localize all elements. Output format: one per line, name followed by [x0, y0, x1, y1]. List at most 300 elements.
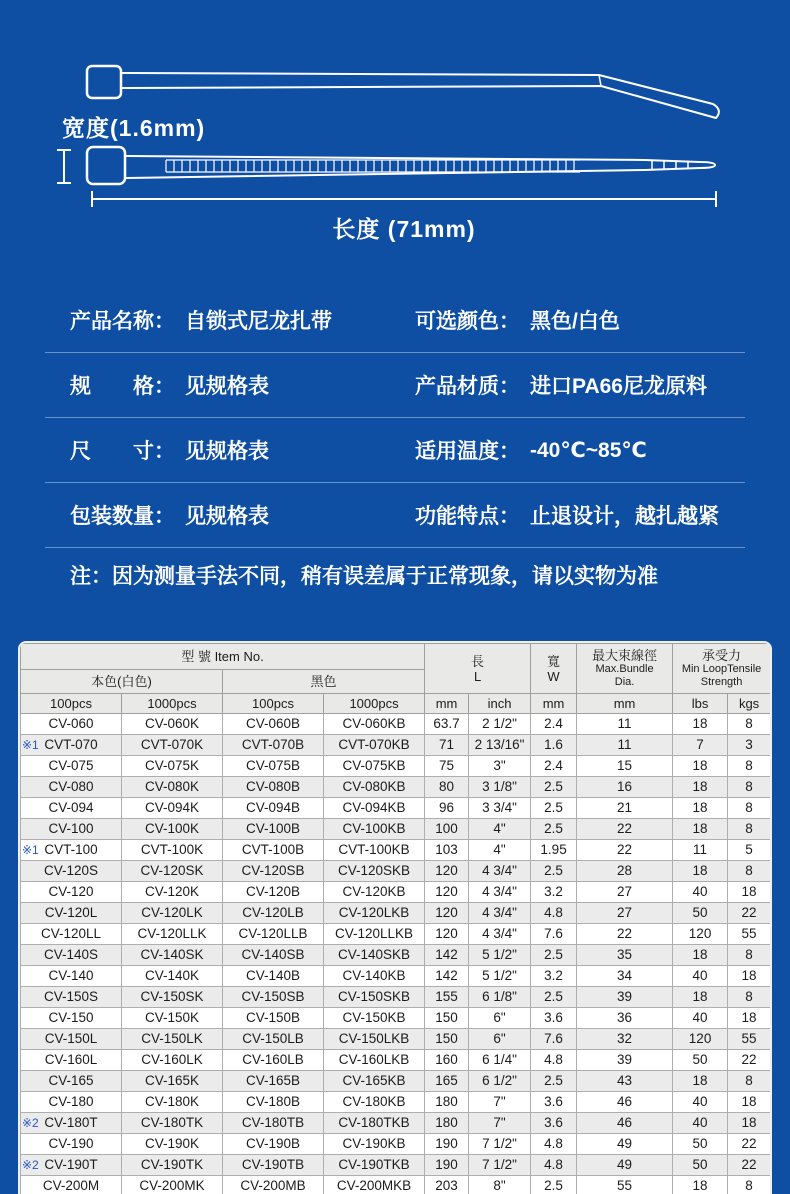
table-cell: CV-120SK [122, 861, 223, 882]
table-row [21, 756, 771, 777]
table-cell: 7.6 [531, 924, 577, 945]
spec-value: 自锁式尼龙扎带 [185, 310, 332, 333]
table-cell: 36 [577, 1008, 673, 1029]
spec-label: 尺 寸： [70, 440, 175, 463]
model-cell [21, 945, 122, 966]
table-cell: CV-094B [223, 798, 324, 819]
header-black-color: 黑色 [223, 670, 425, 694]
header-unit-inch: inch [469, 694, 531, 714]
table-row [21, 1155, 771, 1176]
table-cell: 18 [673, 1071, 728, 1092]
model-cell [21, 966, 122, 987]
table-cell: 96 [425, 798, 469, 819]
table-cell: 39 [577, 1050, 673, 1071]
table-cell: 5 [728, 840, 771, 861]
table-cell: CV-120SKB [324, 861, 425, 882]
table-row [21, 1008, 771, 1029]
table-cell: 49 [577, 1155, 673, 1176]
table-cell: 6" [469, 1029, 531, 1050]
table-cell: CV-075K [122, 756, 223, 777]
table-cell: 55 [728, 924, 771, 945]
table-cell: CV-060B [223, 714, 324, 735]
spec-value: 进口PA66尼龙原料 [530, 375, 707, 398]
table-cell: CVT-070K [122, 735, 223, 756]
table-cell: 4" [469, 840, 531, 861]
table-cell: CVT-100KB [324, 840, 425, 861]
model-cell [21, 819, 122, 840]
table-cell: 8 [728, 777, 771, 798]
table-row [21, 798, 771, 819]
table-row [21, 924, 771, 945]
header-100pcs: 100pcs [223, 694, 324, 714]
table-cell: 8 [728, 987, 771, 1008]
table-cell: 3 [728, 735, 771, 756]
table-cell: 8 [728, 1176, 771, 1194]
spec-value: 见规格表 [185, 505, 269, 528]
table-cell: CV-150LB [223, 1029, 324, 1050]
row-note-marker: ※1 [22, 738, 39, 752]
model-number: CV-200M [42, 1178, 100, 1193]
spec-label: 包装数量： [70, 505, 175, 528]
table-row [21, 966, 771, 987]
table-cell: 40 [673, 1092, 728, 1113]
row-note-marker: ※2 [22, 1158, 39, 1172]
header-length-en: L [473, 668, 482, 684]
table-cell: 8 [728, 945, 771, 966]
table-cell: 180 [425, 1092, 469, 1113]
table-cell: 27 [577, 882, 673, 903]
model-number: CV-100 [48, 821, 94, 836]
table-cell: CV-165B [223, 1071, 324, 1092]
spec-value: 黑色/白色 [530, 310, 620, 333]
table-cell: 4.8 [531, 1050, 577, 1071]
model-number: CV-140S [43, 947, 99, 962]
header-bundle-en: Max.Bundle [595, 663, 654, 675]
table-cell: CV-120LK [122, 903, 223, 924]
table-cell: 165 [425, 1071, 469, 1092]
table-cell: CV-150SK [122, 987, 223, 1008]
header-strength-en2: Strength [700, 676, 743, 688]
table-cell: CVT-100K [122, 840, 223, 861]
table-cell: 100 [425, 819, 469, 840]
model-number: CV-080 [48, 779, 94, 794]
table-cell: CV-165K [122, 1071, 223, 1092]
table-cell: 18 [728, 966, 771, 987]
model-cell [21, 1092, 122, 1113]
model-cell [21, 756, 122, 777]
table-cell: 18 [673, 714, 728, 735]
table-cell: 3.2 [531, 882, 577, 903]
table-cell: CV-120KB [324, 882, 425, 903]
table-cell: 18 [673, 1176, 728, 1194]
table-row [21, 987, 771, 1008]
model-number: CV-180 [48, 1094, 94, 1109]
table-cell: 11 [673, 840, 728, 861]
table-row [21, 1071, 771, 1092]
table-cell: 35 [577, 945, 673, 966]
table-cell: CV-060KB [324, 714, 425, 735]
table-cell: 28 [577, 861, 673, 882]
table-cell: 6 1/8" [469, 987, 531, 1008]
table-cell: 4 3/4" [469, 861, 531, 882]
table-cell: 4.8 [531, 1155, 577, 1176]
header-unit-lbs: lbs [673, 694, 728, 714]
table-cell: CV-180K [122, 1092, 223, 1113]
table-cell: 34 [577, 966, 673, 987]
model-number: CV-150 [48, 1010, 94, 1025]
table-cell: 22 [728, 1134, 771, 1155]
spec-table [20, 643, 771, 1194]
model-number: CV-140 [48, 968, 94, 983]
table-cell: 49 [577, 1134, 673, 1155]
table-cell: 50 [673, 903, 728, 924]
model-cell [21, 1113, 122, 1134]
header-unit-mm: mm [531, 694, 577, 714]
spec-value: 止退设计，越扎越紧 [530, 505, 719, 528]
table-cell: 71 [425, 735, 469, 756]
table-cell: CV-100KB [324, 819, 425, 840]
header-white-color: 本色(白色) [21, 670, 223, 694]
table-cell: CV-180TKB [324, 1113, 425, 1134]
table-cell: 7.6 [531, 1029, 577, 1050]
model-cell [21, 1029, 122, 1050]
table-cell: 50 [673, 1155, 728, 1176]
table-cell: 43 [577, 1071, 673, 1092]
table-cell: CV-094KB [324, 798, 425, 819]
table-cell: 32 [577, 1029, 673, 1050]
table-row [21, 735, 771, 756]
model-cell [21, 840, 122, 861]
table-cell: 3.6 [531, 1113, 577, 1134]
table-cell: 2 13/16" [469, 735, 531, 756]
table-cell: 4 3/4" [469, 903, 531, 924]
header-unit-mm: mm [577, 694, 673, 714]
table-cell: 3" [469, 756, 531, 777]
table-cell: CV-100B [223, 819, 324, 840]
table-cell: 2.4 [531, 756, 577, 777]
table-cell: 8 [728, 819, 771, 840]
row-note-marker: ※1 [22, 843, 39, 857]
table-cell: 22 [728, 903, 771, 924]
model-cell [21, 903, 122, 924]
table-cell: CV-200MK [122, 1176, 223, 1194]
table-row [21, 1134, 771, 1155]
table-cell: 18 [673, 798, 728, 819]
model-number: CV-120LL [40, 926, 102, 941]
table-cell: 18 [673, 945, 728, 966]
table-cell: 55 [728, 1029, 771, 1050]
table-cell: 63.7 [425, 714, 469, 735]
table-cell: 18 [673, 777, 728, 798]
table-cell: 160 [425, 1050, 469, 1071]
model-cell [21, 924, 122, 945]
table-row [21, 1029, 771, 1050]
table-cell: CV-165KB [324, 1071, 425, 1092]
spec-label: 可选颜色： [415, 310, 520, 333]
table-cell: 7" [469, 1113, 531, 1134]
table-cell: 2.5 [531, 945, 577, 966]
table-cell: 4 3/4" [469, 924, 531, 945]
table-cell: 2.5 [531, 861, 577, 882]
table-cell: 40 [673, 882, 728, 903]
spec-product-name [45, 305, 395, 335]
table-cell: CV-190TB [223, 1155, 324, 1176]
model-number: CV-165 [48, 1073, 94, 1088]
table-cell: CV-150KB [324, 1008, 425, 1029]
table-cell: 7" [469, 1092, 531, 1113]
table-cell: CV-190KB [324, 1134, 425, 1155]
table-cell: 22 [577, 840, 673, 861]
table-cell: CV-160LK [122, 1050, 223, 1071]
table-cell: 50 [673, 1134, 728, 1155]
table-cell: 120 [673, 924, 728, 945]
table-cell: 18 [728, 882, 771, 903]
model-number: CV-120L [44, 905, 98, 920]
table-cell: 203 [425, 1176, 469, 1194]
table-cell: CV-190B [223, 1134, 324, 1155]
table-cell: CV-190TK [122, 1155, 223, 1176]
table-row [21, 1176, 771, 1194]
spec-size [45, 435, 395, 465]
model-cell [21, 861, 122, 882]
model-number: CV-190 [48, 1136, 94, 1151]
table-cell: 155 [425, 987, 469, 1008]
table-cell: 11 [577, 714, 673, 735]
model-cell [21, 1134, 122, 1155]
table-cell: 6 1/2" [469, 1071, 531, 1092]
table-cell: 22 [728, 1050, 771, 1071]
table-cell: 18 [673, 756, 728, 777]
spec-row [45, 418, 745, 483]
table-row [21, 777, 771, 798]
spec-label: 产品材质： [415, 375, 520, 398]
table-cell: 21 [577, 798, 673, 819]
spec-temperature [395, 435, 745, 465]
spec-row [45, 483, 745, 548]
table-cell: CV-160LB [223, 1050, 324, 1071]
table-cell: CV-150SB [223, 987, 324, 1008]
model-cell [21, 1008, 122, 1029]
header-bundle-en2: Dia. [614, 676, 635, 688]
table-cell: 22 [728, 1155, 771, 1176]
product-specs [45, 288, 745, 548]
table-cell: 8 [728, 756, 771, 777]
model-cell [21, 714, 122, 735]
table-cell: 8" [469, 1176, 531, 1194]
table-cell: CV-190K [122, 1134, 223, 1155]
table-cell: 22 [577, 819, 673, 840]
model-cell [21, 1071, 122, 1092]
table-cell: 2.5 [531, 1071, 577, 1092]
model-cell [21, 798, 122, 819]
model-cell [21, 1176, 122, 1194]
table-cell: CV-140SKB [324, 945, 425, 966]
table-cell: CV-140SB [223, 945, 324, 966]
table-cell: 7 1/2" [469, 1134, 531, 1155]
table-cell: 120 [425, 861, 469, 882]
table-cell: 8 [728, 714, 771, 735]
table-cell: 5 1/2" [469, 966, 531, 987]
table-cell: 40 [673, 966, 728, 987]
table-cell: CV-160LKB [324, 1050, 425, 1071]
table-cell: 75 [425, 756, 469, 777]
table-cell: 18 [728, 1092, 771, 1113]
table-cell: CV-120K [122, 882, 223, 903]
spec-value: 见规格表 [185, 375, 269, 398]
row-note-marker: ※2 [22, 1116, 39, 1130]
header-width-cn: 寬 [547, 653, 561, 669]
table-cell: 120 [425, 903, 469, 924]
model-number: CV-120S [43, 863, 99, 878]
table-cell: 2 1/2" [469, 714, 531, 735]
table-cell: 2.5 [531, 987, 577, 1008]
table-cell: CV-140B [223, 966, 324, 987]
table-cell: 4.8 [531, 1134, 577, 1155]
table-cell: CV-140KB [324, 966, 425, 987]
table-row [21, 945, 771, 966]
table-cell: 40 [673, 1113, 728, 1134]
model-number: CVT-070 [44, 737, 98, 752]
header-1000pcs: 1000pcs [324, 694, 425, 714]
table-cell: 4" [469, 819, 531, 840]
table-cell: 2.5 [531, 819, 577, 840]
table-cell: CV-150LKB [324, 1029, 425, 1050]
table-cell: 4.8 [531, 903, 577, 924]
table-cell: 3 1/8" [469, 777, 531, 798]
table-cell: 50 [673, 1050, 728, 1071]
table-cell: CVT-070KB [324, 735, 425, 756]
model-number: CV-060 [48, 716, 94, 731]
model-number: CV-180T [44, 1115, 98, 1130]
table-cell: 150 [425, 1008, 469, 1029]
header-length [425, 644, 531, 694]
table-cell: 16 [577, 777, 673, 798]
header-strength [673, 644, 771, 694]
spec-row [45, 288, 745, 353]
table-cell: 180 [425, 1113, 469, 1134]
model-number: CV-120 [48, 884, 94, 899]
model-cell [21, 1050, 122, 1071]
table-cell: CV-180TK [122, 1113, 223, 1134]
spec-value: -40℃~85℃ [530, 438, 647, 462]
model-cell [21, 735, 122, 756]
model-cell [21, 987, 122, 1008]
table-cell: CV-150B [223, 1008, 324, 1029]
table-cell: 190 [425, 1134, 469, 1155]
table-cell: 7 1/2" [469, 1155, 531, 1176]
table-cell: 1.95 [531, 840, 577, 861]
model-cell [21, 882, 122, 903]
spec-value: 见规格表 [185, 440, 269, 463]
header-width-en: W [547, 668, 560, 684]
table-cell: CV-120SB [223, 861, 324, 882]
spec-specification [45, 370, 395, 400]
spec-feature [395, 500, 745, 530]
table-cell: 18 [673, 987, 728, 1008]
spec-label: 规 格： [70, 375, 175, 398]
spec-packing-qty [45, 500, 395, 530]
width-indicator [57, 150, 71, 183]
table-cell: 46 [577, 1092, 673, 1113]
spec-label: 产品名称： [70, 310, 175, 333]
model-number: CV-150S [43, 989, 99, 1004]
table-cell: 15 [577, 756, 673, 777]
table-cell: 3.6 [531, 1008, 577, 1029]
table-cell: 46 [577, 1113, 673, 1134]
table-cell: CV-080K [122, 777, 223, 798]
table-cell: 18 [728, 1008, 771, 1029]
table-cell: 5 1/2" [469, 945, 531, 966]
table-cell: 3.2 [531, 966, 577, 987]
table-cell: 103 [425, 840, 469, 861]
table-cell: 22 [577, 924, 673, 945]
table-row [21, 819, 771, 840]
model-cell [21, 777, 122, 798]
table-cell: 11 [577, 735, 673, 756]
table-cell: 27 [577, 903, 673, 924]
header-strength-cn: 承受力 [702, 648, 742, 663]
table-cell: CV-200MB [223, 1176, 324, 1194]
table-row [21, 1092, 771, 1113]
table-cell: CV-120LLKB [324, 924, 425, 945]
header-item-no: 型 號 Item No. [21, 644, 425, 670]
model-number: CVT-100 [44, 842, 98, 857]
table-cell: CV-150LK [122, 1029, 223, 1050]
spec-label: 功能特点： [415, 505, 520, 528]
table-cell: 142 [425, 945, 469, 966]
header-length-cn: 長 [471, 653, 485, 669]
table-cell: 55 [577, 1176, 673, 1194]
table-row [21, 882, 771, 903]
header-1000pcs: 1000pcs [122, 694, 223, 714]
table-cell: 150 [425, 1029, 469, 1050]
table-cell: 190 [425, 1155, 469, 1176]
table-cell: 8 [728, 861, 771, 882]
model-number: CV-075 [48, 758, 94, 773]
table-cell: CV-200MKB [324, 1176, 425, 1194]
table-cell: CV-120LKB [324, 903, 425, 924]
table-cell: 120 [425, 924, 469, 945]
table-cell: 8 [728, 798, 771, 819]
table-cell: CV-150K [122, 1008, 223, 1029]
table-cell: CV-080B [223, 777, 324, 798]
header-max-bundle [577, 644, 673, 694]
length-dimension-line [92, 191, 716, 207]
table-cell: 2.5 [531, 798, 577, 819]
header-strength-en: Min LoopTensile [681, 663, 762, 675]
table-cell: 39 [577, 987, 673, 1008]
table-cell: CV-094K [122, 798, 223, 819]
table-cell: 4 3/4" [469, 882, 531, 903]
table-row [21, 903, 771, 924]
table-cell: 2.4 [531, 714, 577, 735]
table-cell: CV-080KB [324, 777, 425, 798]
table-cell: CV-190TKB [324, 1155, 425, 1176]
table-row [21, 861, 771, 882]
table-cell: 6 1/4" [469, 1050, 531, 1071]
header-bundle-cn: 最大束線徑 [592, 648, 658, 663]
model-cell [21, 1155, 122, 1176]
spec-material [395, 370, 745, 400]
spec-row [45, 353, 745, 418]
table-cell: CV-120B [223, 882, 324, 903]
cable-tie-bottom-drawing [57, 147, 715, 184]
table-cell: CV-140SK [122, 945, 223, 966]
table-cell: 80 [425, 777, 469, 798]
model-number: CV-190T [44, 1157, 98, 1172]
table-cell: 1.6 [531, 735, 577, 756]
table-cell: CVT-100B [223, 840, 324, 861]
